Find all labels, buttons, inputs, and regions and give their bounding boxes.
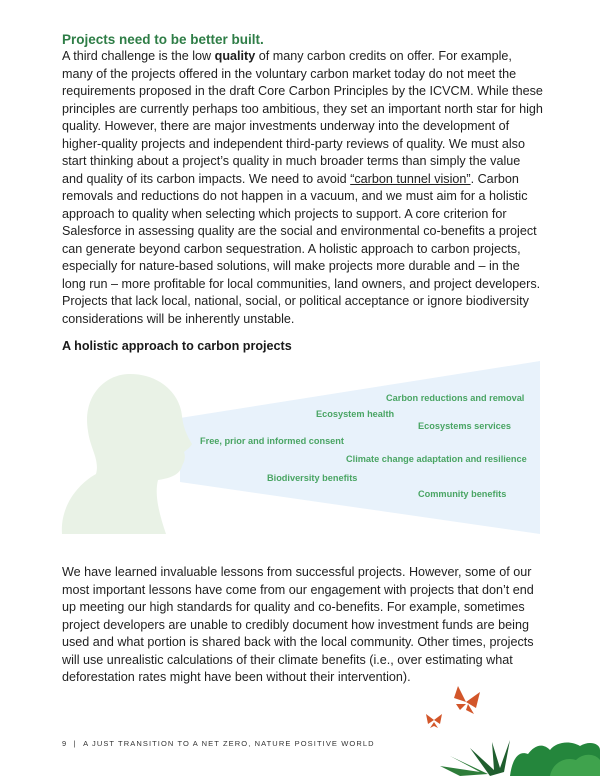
plants-butterflies-illustration	[400, 680, 600, 776]
head-silhouette-icon	[62, 374, 192, 534]
section-heading: Projects need to be better built.	[62, 32, 264, 47]
diagram-label: Free, prior and informed consent	[200, 436, 344, 446]
document-title: A JUST TRANSITION TO A NET ZERO, NATURE POSITIVE WORLD	[83, 739, 375, 748]
holistic-approach-diagram	[0, 356, 600, 546]
butterfly-icon	[426, 714, 442, 728]
butterfly-icon	[454, 686, 480, 714]
diagram-label: Climate change adaptation and resilience	[346, 454, 527, 464]
body-paragraph: We have learned invaluable lessons from successful projects. However, some of our most important lessons have come from our engagement with projects that don’t end up meeting our high standards for quality and co-benefits. For example, sometimes project developers are unable to credibly document how investment funds are being used and what portion is shared back with the local community. Other times, projects will use unrealistic calculations of their climate benefits (i.e., over estimating what deforestation rates might have been without their intervention).	[62, 565, 534, 684]
text: of many carbon credits on offer. For example, many of the projects offered in the voluntary carbon market today do not meet the requirements proposed in the draft Core Carbon Principles by the ICVCM. While these principles are currently perhaps too ambitious, they set an important north star for high quality. However, there are major investments underway into the development of higher-quality projects and independent third-party reviews of quality. We must also start thinking about a project’s quality in much broader terms than simply the value and quality of its carbon impacts. We need to avoid	[62, 49, 543, 186]
text: . Carbon removals and reductions do not happen in a vacuum, and we must aim for a holistic approach to quality when selecting which projects to support. A core criterion for Salesforce in assessing quality are the social and environmental co-benefits a project can generate beyond carbon sequestration. A holistic approach to carbon projects, especially for nature-based solutions, will make projects more durable and – in the long run – more profitable for local communities, land owners, and project developers. Projects that lack local, national, social, or political acceptance or ignore biodiversity considerations will be inherently unstable.	[62, 171, 541, 326]
page-number: 9	[62, 739, 68, 748]
diagram-label: Ecosystems services	[418, 421, 511, 431]
diagram-label: Ecosystem health	[316, 409, 395, 419]
body-paragraph	[62, 48, 544, 328]
carbon-tunnel-vision-link[interactable]: “carbon tunnel vision”	[350, 171, 471, 186]
separator: |	[73, 739, 77, 748]
diagram-label: Carbon reductions and removal	[386, 393, 525, 403]
bold-text: quality	[214, 49, 256, 63]
diagram-label: Community benefits	[418, 489, 507, 499]
vision-beam	[180, 361, 540, 534]
page-footer	[62, 739, 375, 748]
text: A third challenge is the low	[62, 49, 215, 63]
diagram-label: Biodiversity benefits	[267, 473, 358, 483]
diagram-graphic	[0, 356, 600, 546]
diagram-title: A holistic approach to carbon projects	[62, 339, 292, 353]
plant-icon	[440, 740, 600, 776]
